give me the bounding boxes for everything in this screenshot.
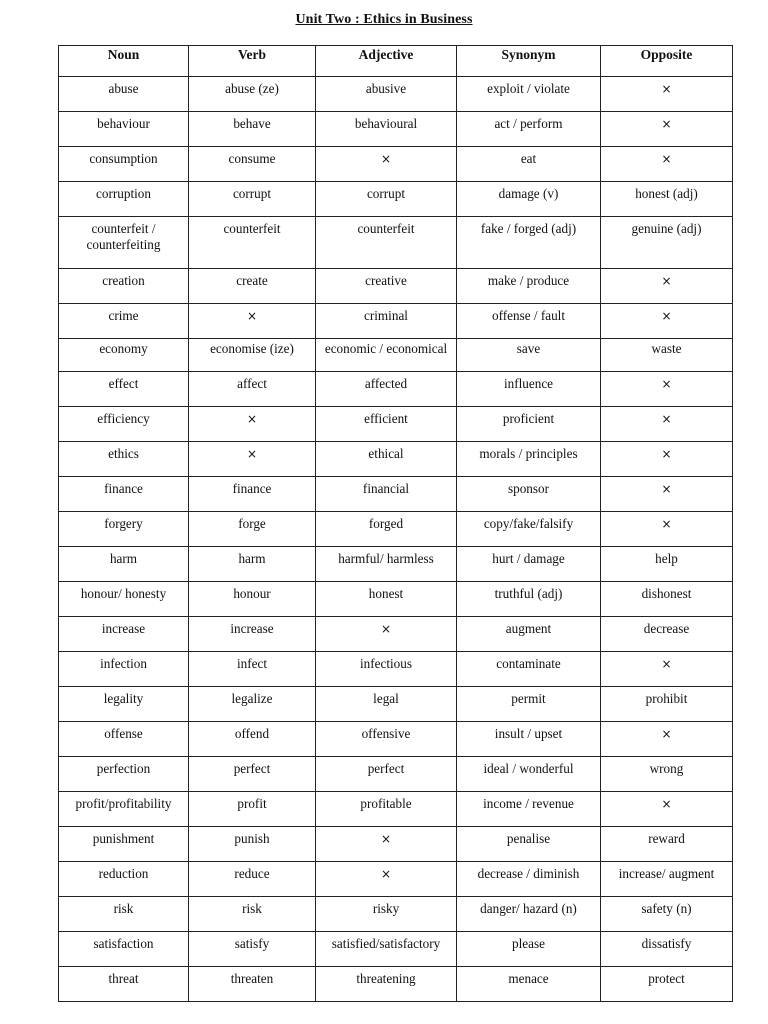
cell-opposite: prohibit <box>601 687 733 722</box>
cell-opposite: safety (n) <box>601 897 733 932</box>
cell-verb: × <box>189 407 316 442</box>
cell-verb: offend <box>189 722 316 757</box>
cell-noun: threat <box>59 967 189 1002</box>
cell-adjective: perfect <box>316 757 457 792</box>
cell-synonym: morals / principles <box>457 442 601 477</box>
cell-adjective: forged <box>316 512 457 547</box>
cell-opposite: dissatisfy <box>601 932 733 967</box>
cell-noun: effect <box>59 372 189 407</box>
cell-adjective: abusive <box>316 77 457 112</box>
cell-verb: corrupt <box>189 182 316 217</box>
cell-opposite: × <box>601 112 733 147</box>
table-row <box>59 687 733 722</box>
cell-noun: punishment <box>59 827 189 862</box>
table-body <box>59 77 733 1002</box>
cell-opposite: × <box>601 792 733 827</box>
cell-verb: create <box>189 269 316 304</box>
cell-opposite: decrease <box>601 617 733 652</box>
cell-opposite: × <box>601 304 733 339</box>
table-row <box>59 182 733 217</box>
cell-synonym: make / produce <box>457 269 601 304</box>
cell-verb: consume <box>189 147 316 182</box>
cell-opposite: × <box>601 147 733 182</box>
cell-opposite: protect <box>601 967 733 1002</box>
table-row <box>59 339 733 372</box>
cell-verb: legalize <box>189 687 316 722</box>
cell-synonym: permit <box>457 687 601 722</box>
cell-noun: behaviour <box>59 112 189 147</box>
table-row <box>59 862 733 897</box>
cell-synonym: insult / upset <box>457 722 601 757</box>
table-row <box>59 407 733 442</box>
cell-verb: forge <box>189 512 316 547</box>
cell-noun: forgery <box>59 512 189 547</box>
cell-opposite: × <box>601 652 733 687</box>
cell-noun: infection <box>59 652 189 687</box>
cell-adjective: corrupt <box>316 182 457 217</box>
table-row <box>59 147 733 182</box>
cell-verb: harm <box>189 547 316 582</box>
cell-opposite: × <box>601 442 733 477</box>
table-row <box>59 792 733 827</box>
cell-noun: counterfeit / counterfeiting <box>59 217 189 269</box>
cell-verb: increase <box>189 617 316 652</box>
page-title: Unit Two : Ethics in Business <box>295 12 473 27</box>
cell-opposite: increase/ augment <box>601 862 733 897</box>
cell-adjective: × <box>316 827 457 862</box>
cell-synonym: danger/ hazard (n) <box>457 897 601 932</box>
table-row <box>59 304 733 339</box>
table-row <box>59 442 733 477</box>
cell-opposite: × <box>601 372 733 407</box>
cell-synonym: penalise <box>457 827 601 862</box>
header-noun: Noun <box>59 46 189 77</box>
cell-verb: perfect <box>189 757 316 792</box>
cell-verb: infect <box>189 652 316 687</box>
cell-noun: harm <box>59 547 189 582</box>
cell-verb: × <box>189 442 316 477</box>
table-row <box>59 477 733 512</box>
cell-synonym: copy/fake/falsify <box>457 512 601 547</box>
cell-noun: efficiency <box>59 407 189 442</box>
cell-verb: affect <box>189 372 316 407</box>
cell-opposite: × <box>601 477 733 512</box>
cell-verb: abuse (ze) <box>189 77 316 112</box>
cell-noun: risk <box>59 897 189 932</box>
cell-noun: increase <box>59 617 189 652</box>
cell-synonym: exploit / violate <box>457 77 601 112</box>
table-row <box>59 757 733 792</box>
cell-adjective: × <box>316 862 457 897</box>
cell-verb: profit <box>189 792 316 827</box>
cell-adjective: economic / economical <box>316 339 457 372</box>
cell-adjective: × <box>316 147 457 182</box>
cell-noun: ethics <box>59 442 189 477</box>
cell-adjective: legal <box>316 687 457 722</box>
cell-noun: economy <box>59 339 189 372</box>
cell-opposite: × <box>601 722 733 757</box>
cell-adjective: creative <box>316 269 457 304</box>
cell-adjective: infectious <box>316 652 457 687</box>
table-row <box>59 652 733 687</box>
header-opposite: Opposite <box>601 46 733 77</box>
cell-adjective: efficient <box>316 407 457 442</box>
cell-verb: reduce <box>189 862 316 897</box>
table-row <box>59 217 733 269</box>
cell-synonym: proficient <box>457 407 601 442</box>
table-row <box>59 77 733 112</box>
cell-synonym: menace <box>457 967 601 1002</box>
cell-opposite: help <box>601 547 733 582</box>
cell-opposite: dishonest <box>601 582 733 617</box>
cell-verb: risk <box>189 897 316 932</box>
table-row <box>59 722 733 757</box>
table-row <box>59 582 733 617</box>
cell-opposite: × <box>601 407 733 442</box>
table-row <box>59 269 733 304</box>
cell-synonym: hurt / damage <box>457 547 601 582</box>
cell-noun: honour/ honesty <box>59 582 189 617</box>
cell-verb: threaten <box>189 967 316 1002</box>
cell-adjective: behavioural <box>316 112 457 147</box>
cell-synonym: contaminate <box>457 652 601 687</box>
table-row <box>59 372 733 407</box>
cell-adjective: affected <box>316 372 457 407</box>
cell-adjective: ethical <box>316 442 457 477</box>
cell-synonym: influence <box>457 372 601 407</box>
cell-synonym: act / perform <box>457 112 601 147</box>
cell-opposite: × <box>601 269 733 304</box>
cell-opposite: genuine (adj) <box>601 217 733 269</box>
cell-opposite: honest (adj) <box>601 182 733 217</box>
cell-adjective: × <box>316 617 457 652</box>
cell-synonym: ideal / wonderful <box>457 757 601 792</box>
cell-noun: finance <box>59 477 189 512</box>
cell-adjective: satisfied/satisfactory <box>316 932 457 967</box>
table-row <box>59 897 733 932</box>
cell-synonym: decrease / diminish <box>457 862 601 897</box>
cell-verb: satisfy <box>189 932 316 967</box>
cell-noun: reduction <box>59 862 189 897</box>
cell-synonym: truthful (adj) <box>457 582 601 617</box>
cell-synonym: offense / fault <box>457 304 601 339</box>
cell-verb: economise (ize) <box>189 339 316 372</box>
cell-verb: behave <box>189 112 316 147</box>
table-row <box>59 547 733 582</box>
cell-noun: abuse <box>59 77 189 112</box>
cell-noun: creation <box>59 269 189 304</box>
cell-noun: legality <box>59 687 189 722</box>
cell-synonym: sponsor <box>457 477 601 512</box>
cell-adjective: harmful/ harmless <box>316 547 457 582</box>
cell-synonym: damage (v) <box>457 182 601 217</box>
cell-noun: perfection <box>59 757 189 792</box>
cell-verb: punish <box>189 827 316 862</box>
cell-synonym: augment <box>457 617 601 652</box>
cell-adjective: honest <box>316 582 457 617</box>
cell-synonym: income / revenue <box>457 792 601 827</box>
table-row <box>59 512 733 547</box>
table-row <box>59 967 733 1002</box>
cell-adjective: profitable <box>316 792 457 827</box>
cell-synonym: fake / forged (adj) <box>457 217 601 269</box>
cell-synonym: eat <box>457 147 601 182</box>
cell-noun: profit/profitability <box>59 792 189 827</box>
vocabulary-table <box>58 45 733 1002</box>
header-verb: Verb <box>189 46 316 77</box>
cell-verb: honour <box>189 582 316 617</box>
table-row <box>59 827 733 862</box>
cell-noun: crime <box>59 304 189 339</box>
table-row <box>59 932 733 967</box>
cell-opposite: wrong <box>601 757 733 792</box>
cell-adjective: risky <box>316 897 457 932</box>
table-header-row <box>59 46 733 77</box>
cell-verb: counterfeit <box>189 217 316 269</box>
cell-noun: consumption <box>59 147 189 182</box>
cell-noun: offense <box>59 722 189 757</box>
cell-adjective: counterfeit <box>316 217 457 269</box>
cell-noun: corruption <box>59 182 189 217</box>
cell-opposite: reward <box>601 827 733 862</box>
cell-adjective: threatening <box>316 967 457 1002</box>
cell-adjective: offensive <box>316 722 457 757</box>
cell-verb: finance <box>189 477 316 512</box>
cell-noun: satisfaction <box>59 932 189 967</box>
header-adjective: Adjective <box>316 46 457 77</box>
cell-opposite: waste <box>601 339 733 372</box>
cell-verb: × <box>189 304 316 339</box>
cell-synonym: please <box>457 932 601 967</box>
header-synonym: Synonym <box>457 46 601 77</box>
cell-opposite: × <box>601 512 733 547</box>
cell-opposite: × <box>601 77 733 112</box>
table-row <box>59 112 733 147</box>
table-row <box>59 617 733 652</box>
cell-synonym: save <box>457 339 601 372</box>
cell-adjective: criminal <box>316 304 457 339</box>
cell-adjective: financial <box>316 477 457 512</box>
